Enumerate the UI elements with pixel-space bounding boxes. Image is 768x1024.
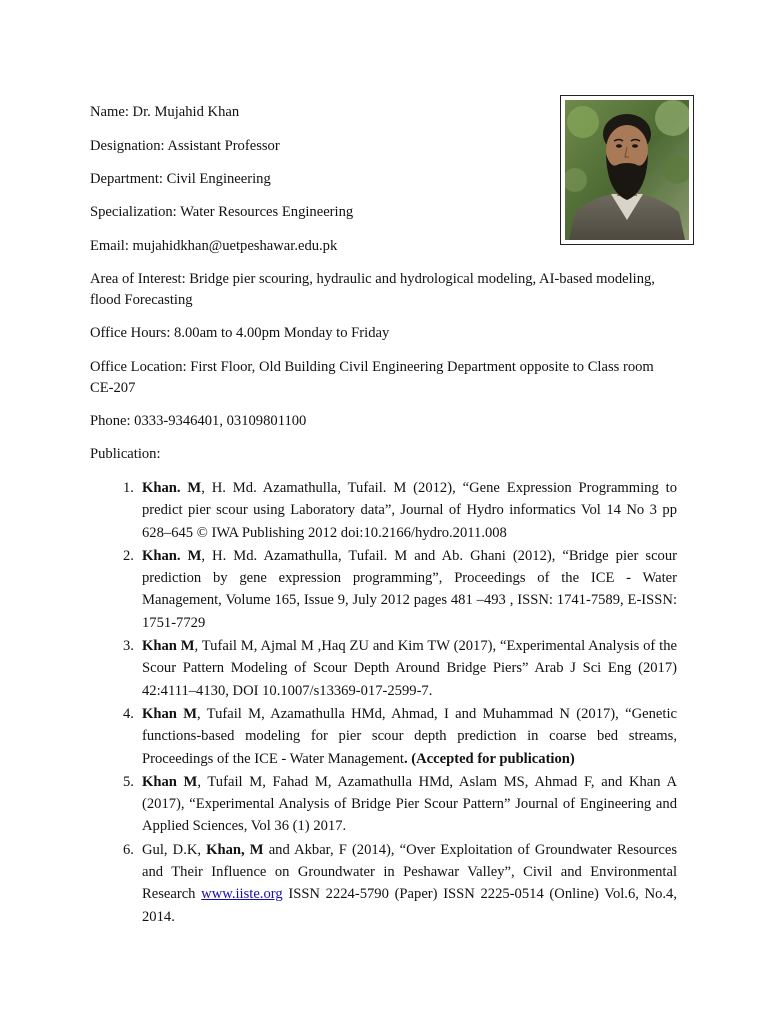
citation-text: , Tufail M, Fahad M, Azamathulla HMd, Aslam MS, Ahmad F, and Khan A (2017), “Experimental Analysis of Bridge Pier Scour Pattern” Journal of Engineering and Applied Sciences, Vol 36 (1) 2017. — [142, 773, 677, 835]
email-line: Email: mujahidkhan@uetpeshawar.edu.pk — [90, 238, 338, 254]
list-number: 6. — [123, 841, 134, 858]
author-name: Khan M — [142, 773, 198, 790]
office-hours-line: Office Hours: 8.00am to 4.00pm Monday to Friday — [90, 325, 390, 341]
name-line: Name: Dr. Mujahid Khan — [90, 104, 240, 120]
publication-item — [117, 703, 677, 770]
citation-text: , H. Md. Azamathulla, Tufail. M and Ab. Ghani (2012), “Bridge pier scour prediction by gene expression programming”, Proceedings of the ICE - Water Management, Volume 165, Issue 9, July 2012 pages 481 –493 , ISSN: 1741-7589, E-ISSN: 1751-7729 — [142, 547, 678, 631]
author-name: Khan M — [142, 638, 195, 655]
citation-text: , Tufail M, Ajmal M ,Haq ZU and Kim TW (2017), “Experimental Analysis of the Scour Pattern Modeling of Scour Depth Around Bridge Piers” Arab J Sci Eng (2017) 42:4111–4130, DOI 10.1007/s13369-017-2599-7. — [142, 638, 677, 699]
citation-prefix: Gul, D.K, — [142, 841, 207, 858]
area-of-interest-line: Area of Interest: Bridge pier scouring, hydraulic and hydrological modeling, AI-based modeling, flood Forecasting — [90, 271, 655, 308]
author-name: Khan. M — [142, 480, 202, 496]
publication-list — [117, 477, 677, 929]
phone-line: Phone: 0333-9346401, 03109801100 — [90, 413, 307, 429]
list-number: 1. — [123, 480, 134, 496]
publication-item — [117, 839, 677, 928]
specialization-line: Specialization: Water Resources Engineering — [90, 204, 354, 220]
portrait-photo-icon — [565, 100, 689, 240]
publication-item — [117, 477, 677, 544]
office-location-line: Office Location: First Floor, Old Building Civil Engineering Department opposite to Class room CE-207 — [90, 359, 654, 396]
author-name: Khan, M — [206, 841, 264, 858]
publication-item — [117, 545, 677, 634]
author-name: Khan. M — [142, 547, 202, 564]
profile-photo — [560, 95, 694, 245]
publication-heading: Publication: — [90, 446, 161, 462]
citation-suffix: ISSN 2224-5790 (Paper) ISSN 2225-0514 (Online) Vol.6, No.4, 2014. — [142, 886, 677, 925]
list-number: 5. — [123, 773, 134, 790]
publication-item — [117, 771, 677, 838]
author-name: Khan M — [142, 705, 197, 722]
citation-text: , H. Md. Azamathulla, Tufail. M (2012), “Gene Expression Programming to predict pier scour using Laboratory data”, Journal of Hydro informatics Vol 14 No 3 pp 628–645 © IWA Publishing 2012 doi:10.2166/hydro.2011.008 — [142, 480, 678, 541]
designation-line: Designation: Assistant Professor — [90, 138, 280, 154]
iiste-link[interactable]: www.iiste.org — [201, 886, 283, 903]
list-number: 2. — [123, 547, 134, 564]
department-line: Department: Civil Engineering — [90, 171, 271, 187]
list-number: 4. — [123, 705, 134, 722]
citation-text: and Akbar, F (2014), “Over Exploitation of Groundwater Resources and Their Influence on Groundwater in Peshawar Valley”, Civil and Environmental Research — [142, 841, 677, 903]
list-number: 3. — [123, 638, 134, 655]
acceptance-note: . (Accepted for publication) — [403, 750, 575, 767]
citation-text: , Tufail M, Azamathulla HMd, Ahmad, I and Muhammad N (2017), “Genetic functions-based modeling for pier scour depth prediction in coarse bed streams, Proceedings of the ICE - Water Management — [142, 705, 677, 767]
publication-item — [117, 635, 677, 702]
